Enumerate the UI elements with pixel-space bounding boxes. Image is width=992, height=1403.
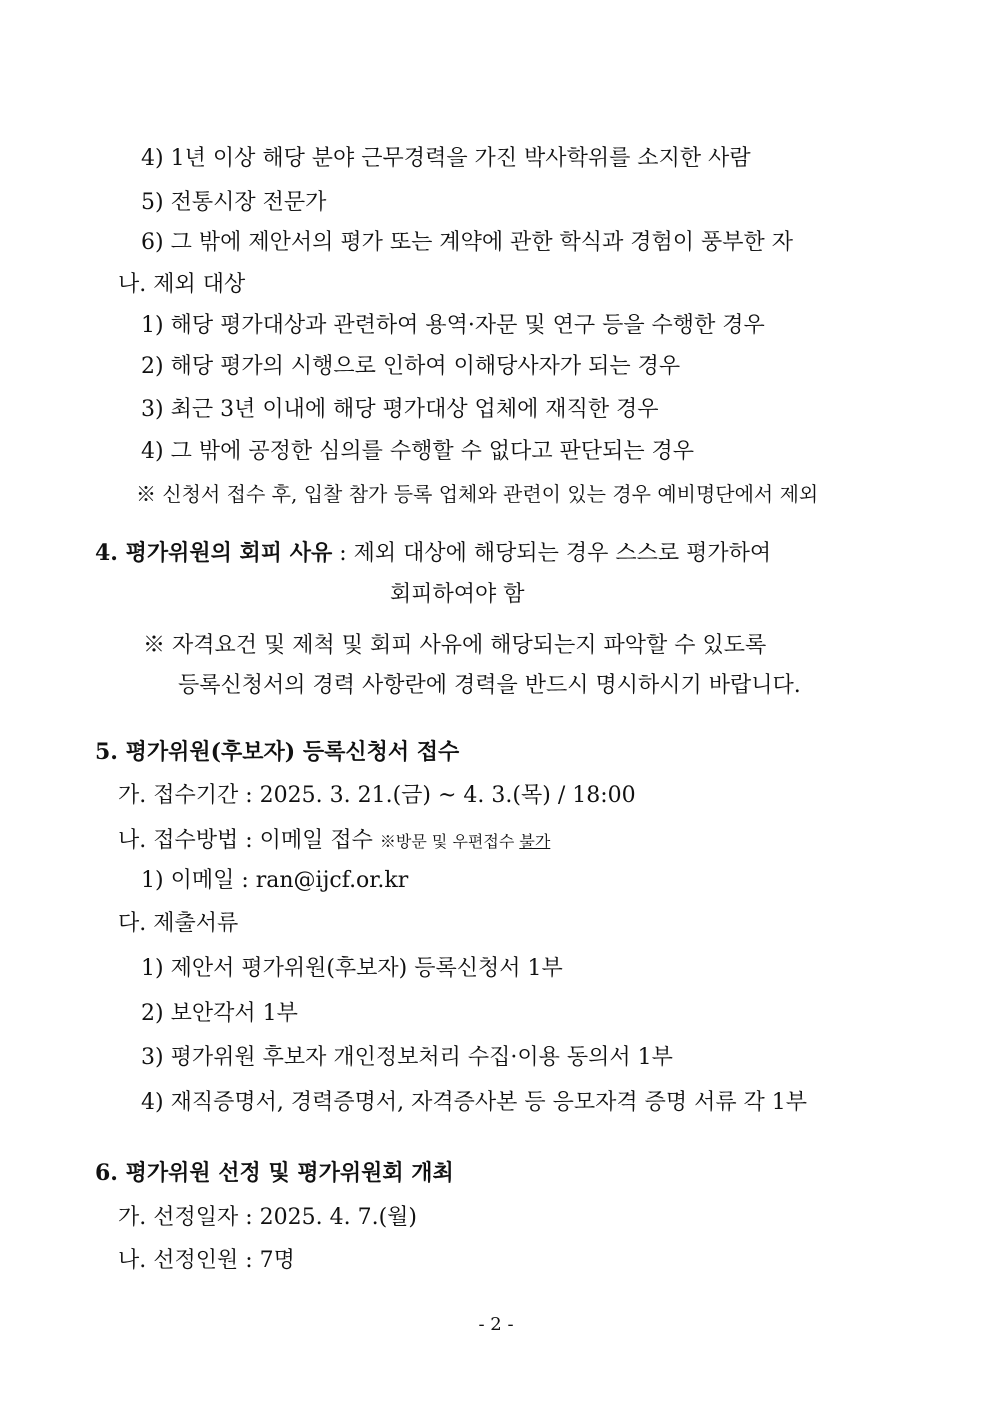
section4-text2: 회피하여야 함 xyxy=(390,582,525,607)
exclusion-item-3: 3) 최근 3년 이내에 해당 평가대상 업체에 재직한 경우 xyxy=(141,397,659,422)
section5-docs-title: 다. 제출서류 xyxy=(118,911,239,936)
section5-method: 나. 접수방법 : 이메일 접수 xyxy=(118,828,380,853)
section5-method-line xyxy=(118,826,550,857)
exclusion-item-2: 2) 해당 평가의 시행으로 인하여 이해당사자가 되는 경우 xyxy=(141,354,681,379)
section5-doc-3: 3) 평가위원 후보자 개인정보처리 수집·이용 동의서 1부 xyxy=(141,1045,673,1070)
qualification-item-5: 5) 전통시장 전문가 xyxy=(141,190,327,215)
section4-text1: : 제외 대상에 해당되는 경우 스스로 평가하여 xyxy=(332,541,772,566)
exclusion-note: ※ 신청서 접수 후, 입찰 참가 등록 업체와 관련이 있는 경우 예비명단에서 제외 xyxy=(136,482,819,506)
section5-heading: 5. 평가위원(후보자) 등록신청서 접수 xyxy=(95,739,460,765)
qualification-item-4: 4) 1년 이상 해당 분야 근무경력을 가진 박사학위를 소지한 사람 xyxy=(141,146,751,171)
section4-line1 xyxy=(95,538,771,569)
section5-method-note-emphasis: 불가 xyxy=(519,832,551,851)
exclusion-title: 나. 제외 대상 xyxy=(118,272,246,297)
section5-period: 가. 접수기간 : 2025. 3. 21.(금) ~ 4. 3.(목) / 18:00 xyxy=(118,783,636,808)
section4-note-line1: ※ 자격요건 및 제척 및 회피 사유에 해당되는지 파악할 수 있도록 xyxy=(143,633,767,658)
exclusion-item-4: 4) 그 밖에 공정한 심의를 수행할 수 없다고 판단되는 경우 xyxy=(141,439,695,464)
section6-date: 가. 선정일자 : 2025. 4. 7.(월) xyxy=(118,1205,418,1230)
section5-method-note: ※방문 및 우편접수 xyxy=(379,832,520,851)
section5-doc-4: 4) 재직증명서, 경력증명서, 자격증사본 등 응모자격 증명 서류 각 1부 xyxy=(141,1090,808,1115)
qualification-item-6: 6) 그 밖에 제안서의 평가 또는 계약에 관한 학식과 경험이 풍부한 자 xyxy=(141,230,794,255)
section6-heading: 6. 평가위원 선정 및 평가위원회 개최 xyxy=(95,1160,454,1186)
exclusion-item-1: 1) 해당 평가대상과 관련하여 용역·자문 및 연구 등을 수행한 경우 xyxy=(141,313,765,338)
section4-note-line2: 등록신청서의 경력 사항란에 경력을 반드시 명시하시기 바랍니다. xyxy=(178,673,801,698)
section6-count: 나. 선정인원 : 7명 xyxy=(118,1248,295,1273)
section5-doc-2: 2) 보안각서 1부 xyxy=(141,1001,298,1026)
section5-doc-1: 1) 제안서 평가위원(후보자) 등록신청서 1부 xyxy=(141,956,563,981)
section4-heading: 4. 평가위원의 회피 사유 xyxy=(95,540,333,566)
page-number: - 2 - xyxy=(478,1314,514,1335)
section5-email: 1) 이메일 : ran@ijcf.or.kr xyxy=(141,868,409,893)
